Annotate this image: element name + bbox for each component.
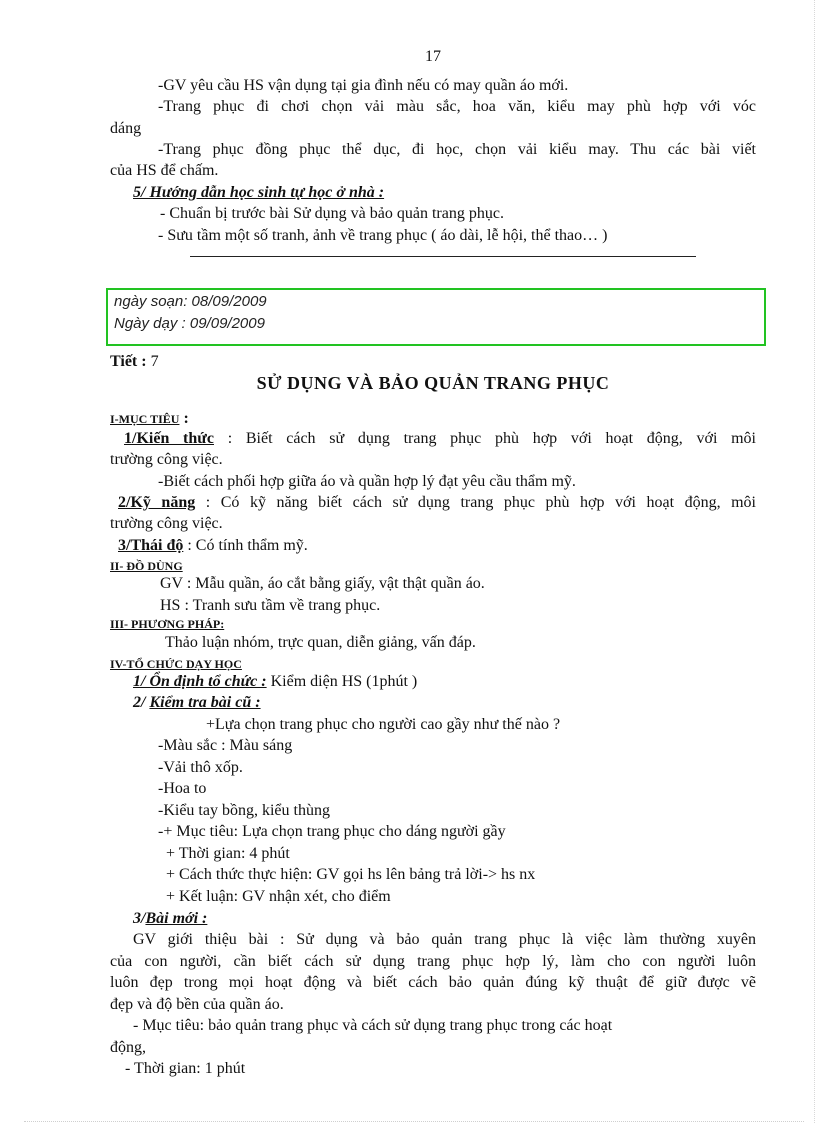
lesson-title: SỬ DỤNG VÀ BẢO QUẢN TRANG PHỤC	[256, 373, 610, 393]
thai-do-line	[118, 536, 308, 556]
date-day: Ngày dạy : 09/09/2009	[114, 315, 265, 332]
kiem-tra-label: Kiểm tra bài cũ :	[149, 694, 261, 711]
muc-tieu-colon: :	[179, 410, 189, 427]
top-line-2b: dáng	[110, 120, 142, 137]
bai-moi-label: Bài mới :	[145, 910, 208, 927]
kien-thuc-line-2: trường công việc.	[110, 451, 223, 468]
top-line-2: -Trang phục đi chơi chọn vải màu sắc, hoa văn, kiểu may phù hợp với vóc	[158, 98, 756, 115]
page-number: 17	[425, 48, 441, 65]
answer-2: -Vải thô xốp.	[158, 759, 243, 776]
ky-nang-label: 2/Kỹ năng	[118, 494, 196, 511]
kien-thuc-label: 1/Kiến thức	[124, 430, 214, 447]
kiem-tra-number: 2/	[133, 694, 150, 711]
section-5-heading: 5/ Hướng dẫn học sinh tự học ở nhà :	[133, 184, 385, 201]
tiet-number: 7	[150, 353, 159, 370]
to-chuc-heading: IV-TỔ CHỨC DẠY HỌC	[110, 657, 242, 671]
answer-4: -Kiểu tay bồng, kiểu thùng	[158, 802, 330, 819]
intro-line-4: đẹp và độ bền của quần áo.	[110, 996, 284, 1013]
kiem-tra-question: +Lựa chọn trang phục cho người cao gầy như thế nào ?	[206, 716, 561, 733]
cach-thuc-item: + Cách thức thực hiện: GV gọi hs lên bảng trả lời-> hs nx	[166, 866, 536, 883]
bai-moi-number: 3/	[133, 910, 146, 927]
on-dinh-text: Kiểm diện HS (1phút )	[266, 673, 418, 690]
do-dung-gv: GV : Mẫu quần, áo cắt bằng giấy, vật thật quần áo.	[160, 575, 485, 592]
tiet-line	[110, 352, 159, 372]
separator-rule	[190, 256, 696, 257]
tiet-label: Tiết :	[110, 353, 147, 370]
page-right-edge	[814, 0, 815, 1123]
bai-moi-muc-tieu-2: động,	[110, 1039, 146, 1056]
intro-line-3: luôn đẹp trong mọi hoạt động và biết cách bảo quản đúng kỹ thuật để giữ được vẽ	[110, 974, 756, 991]
date-soan: ngày soạn: 08/09/2009	[114, 293, 267, 310]
section-5-item-2: - Sưu tầm một số tranh, ảnh về trang phục ( áo dài, lễ hội, thể thao… )	[158, 227, 608, 244]
bai-moi-thoi-gian: - Thời gian: 1 phút	[125, 1060, 246, 1077]
page-bottom-edge	[24, 1121, 804, 1122]
kien-thuc-line	[124, 429, 756, 449]
do-dung-hs: HS : Tranh sưu tầm về trang phục.	[160, 597, 381, 614]
intro-line-1: GV giới thiệu bài : Sử dụng và bảo quản trang phục là việc làm thường xuyên	[133, 931, 756, 948]
section-5-item-1: - Chuẩn bị trước bài Sử dụng và bảo quản trang phục.	[160, 205, 504, 222]
thoi-gian-item: + Thời gian: 4 phút	[166, 845, 290, 862]
ky-nang-text: : Có kỹ năng biết cách sử dụng trang phục phù hợp với hoạt động, môi	[195, 494, 757, 511]
kien-thuc-text: : Biết cách sử dụng trang phục phù hợp với hoạt động, với môi	[213, 430, 757, 447]
answer-3: -Hoa to	[158, 780, 207, 797]
answer-1: -Màu sắc : Màu sáng	[158, 737, 293, 754]
bai-moi-line	[133, 909, 207, 929]
top-line-3b: của HS để chấm.	[110, 162, 219, 179]
muc-tieu-heading: I-MỤC TIÊU	[110, 412, 180, 426]
on-dinh-line	[133, 672, 417, 692]
phuong-phap-text: Thảo luận nhóm, trực quan, diễn giảng, vấn đáp.	[165, 634, 476, 651]
ket-luan-item: + Kết luận: GV nhận xét, cho điểm	[166, 888, 391, 905]
kiem-tra-line	[133, 693, 261, 713]
kien-thuc-line-3: -Biết cách phối hợp giữa áo và quần hợp lý đạt yêu cầu thẩm mỹ.	[158, 473, 576, 490]
ky-nang-line-2: trường công việc.	[110, 515, 223, 532]
muc-tieu-heading-line	[110, 409, 189, 429]
muc-tieu-item: -+ Mục tiêu: Lựa chọn trang phục cho dáng người gầy	[158, 823, 506, 840]
top-line-3: -Trang phục đồng phục thể dục, đi học, chọn vải kiểu may. Thu các bài viết	[158, 141, 756, 158]
ky-nang-line	[118, 493, 756, 513]
bai-moi-muc-tieu: - Mục tiêu: bảo quản trang phục và cách sử dụng trang phục trong các hoạt	[133, 1017, 613, 1034]
top-line-1: -GV yêu cầu HS vận dụng tại gia đình nếu có may quần áo mới.	[158, 77, 569, 94]
intro-line-2: của con người, cần biết cách sử dụng trang phục hợp lý, làm cho con người luôn	[110, 953, 756, 970]
thai-do-label: 3/Thái độ	[118, 537, 184, 554]
do-dung-heading: II- ĐỒ DÙNG	[110, 559, 183, 573]
on-dinh-label: 1/ Ổn định tổ chức :	[133, 673, 267, 690]
phuong-phap-heading: III- PHƯƠNG PHÁP:	[110, 617, 225, 631]
thai-do-text: : Có tính thẩm mỹ.	[183, 537, 308, 554]
date-box	[106, 288, 766, 346]
